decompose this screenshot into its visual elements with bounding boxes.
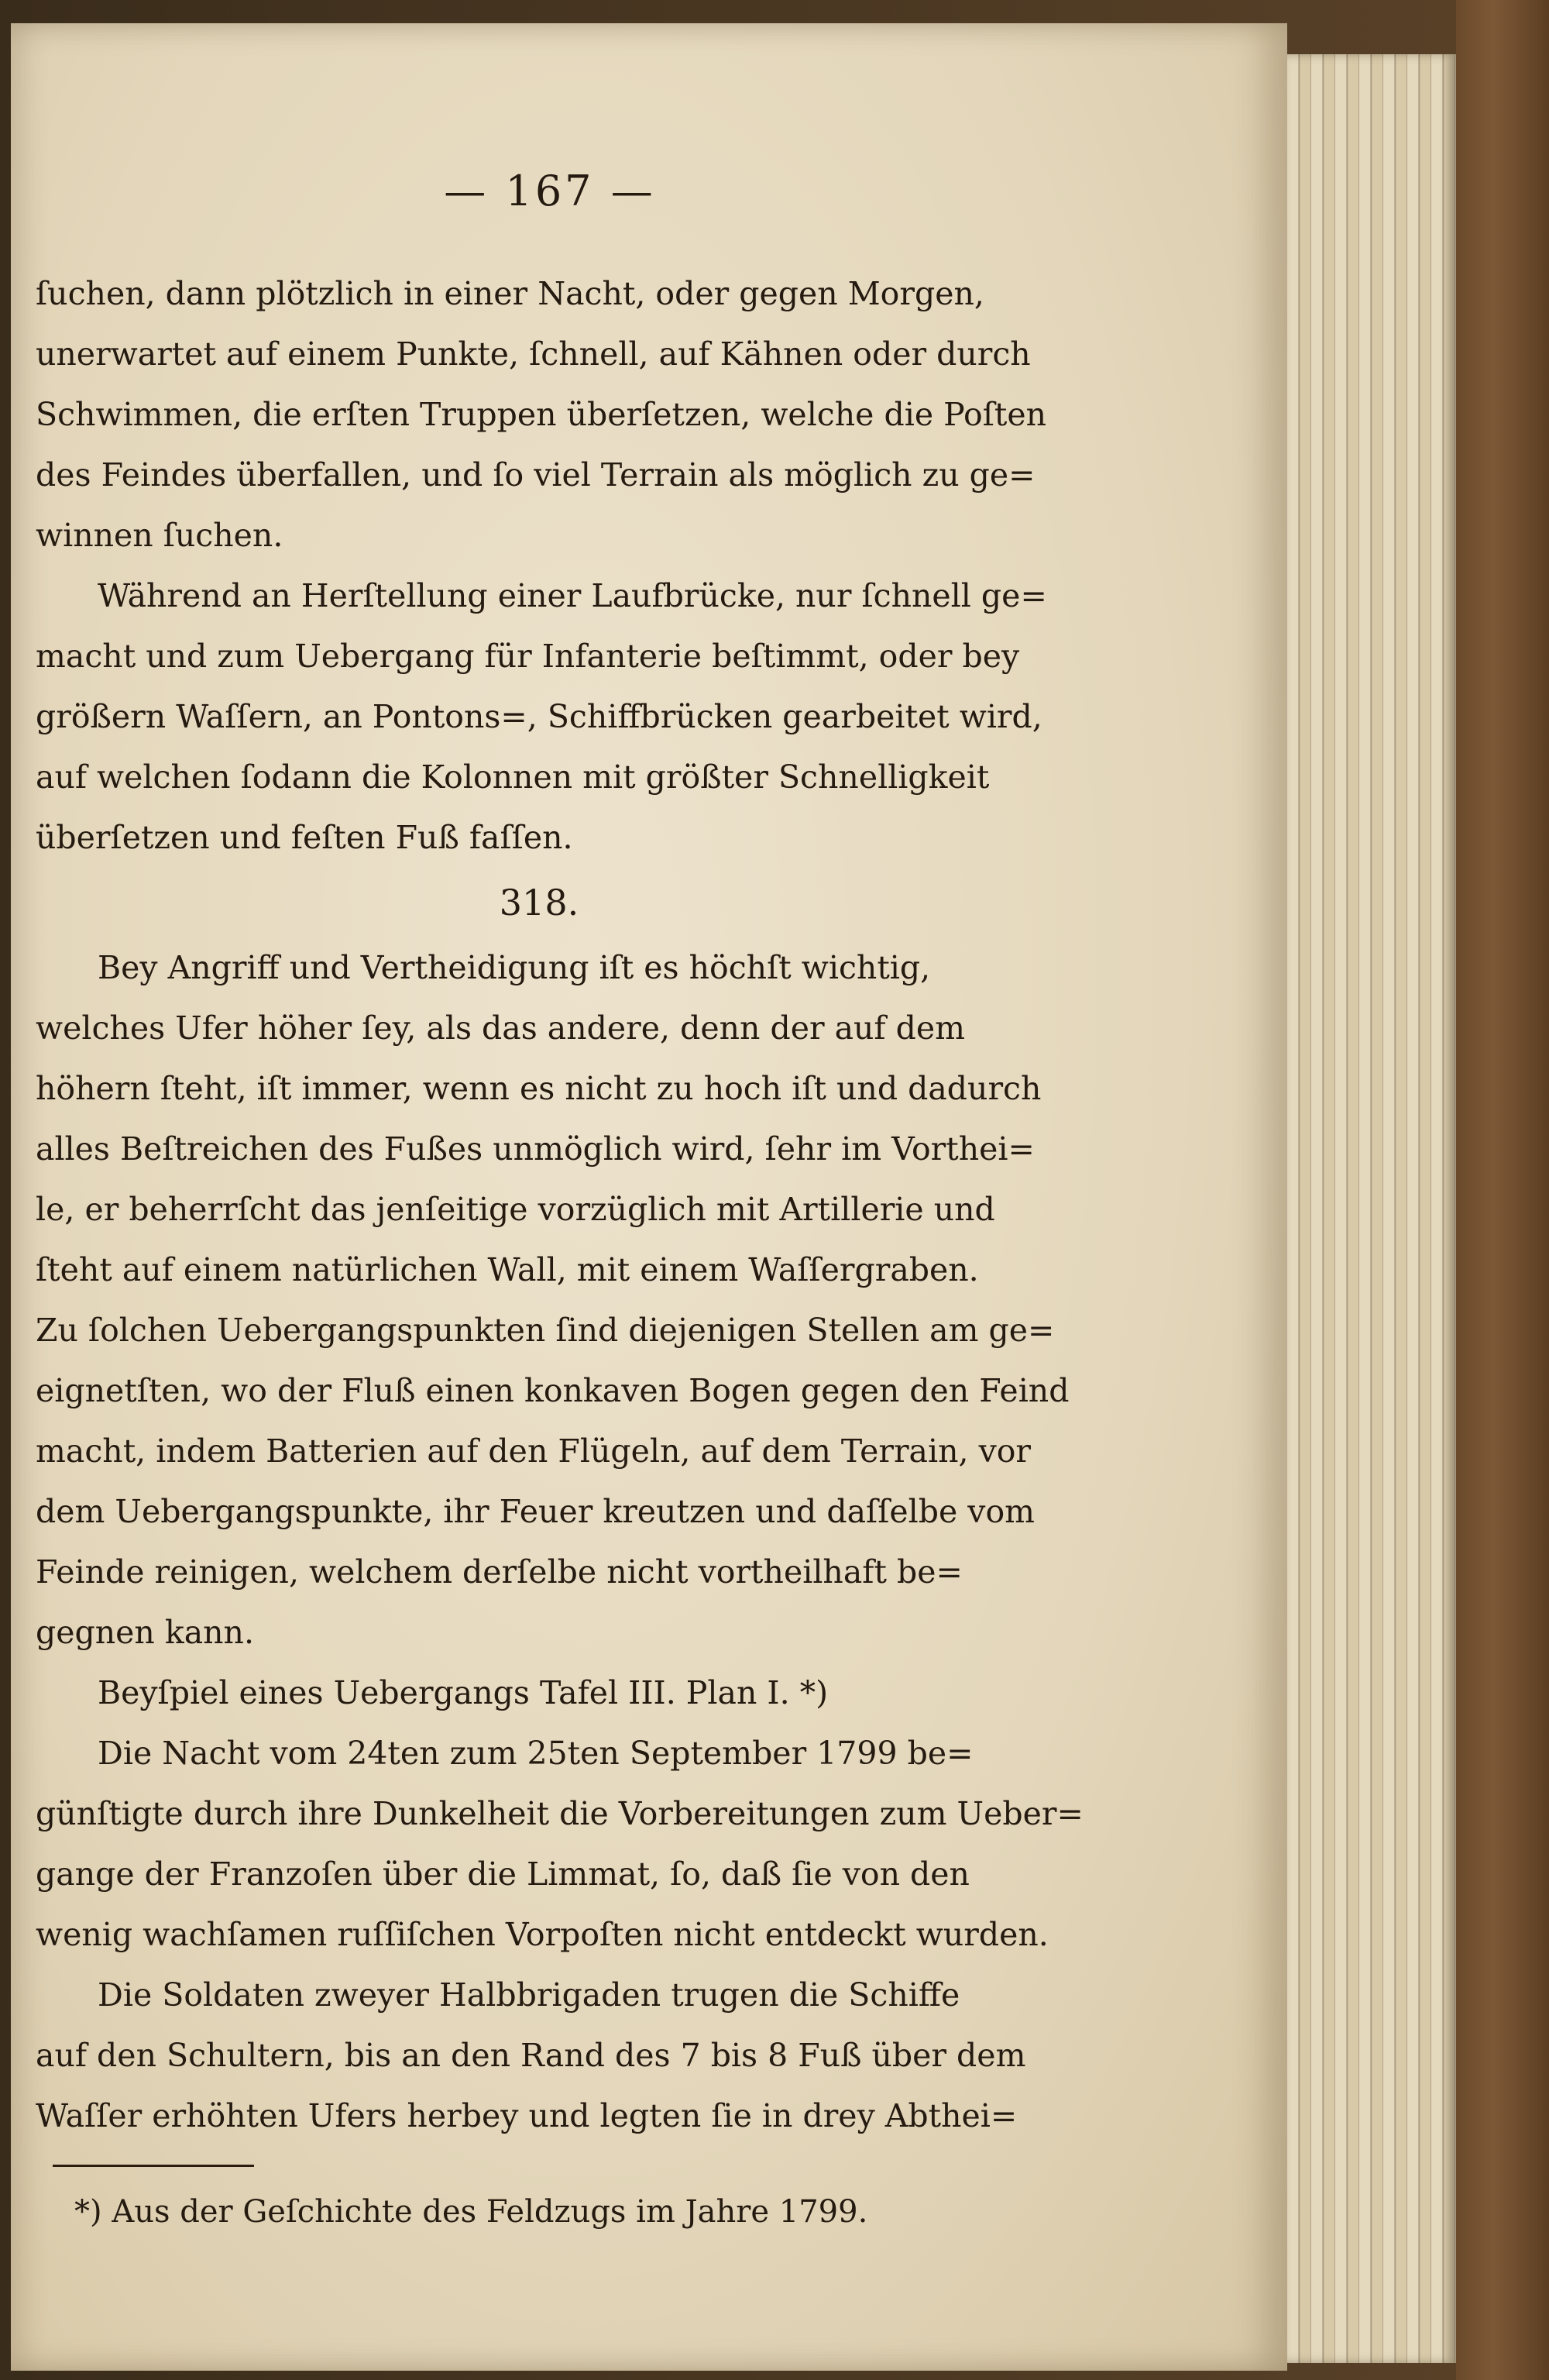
text-line: Schwimmen, die erſten Truppen überſetzen, welche die Poſten [36,396,1047,433]
text-line: Zu ſolchen Uebergangspunkten ſind diejenigen Stellen am ge= [36,1312,1055,1349]
section-number: 318. [499,882,579,923]
text-line: günſtigte durch ihre Dunkelheit die Vorbereitungen zum Ueber= [36,1795,1084,1832]
text-line: winnen ſuchen. [36,517,283,554]
text-line: le, er beherrſcht das jenſeitige vorzüglich mit Artillerie und [36,1191,995,1228]
text-line: ſuchen, dann plötzlich in einer Nacht, oder gegen Morgen, [36,275,984,312]
text-line: wenig wachſamen ruſſiſchen Vorpoſten nicht entdeckt wurden. [36,1916,1049,1953]
page-edges [1287,54,1456,2363]
text-line: Die Soldaten zweyer Halbbrigaden trugen die Schiffe [98,1976,960,2014]
text-line: gange der Franzoſen über die Limmat, ſo, daß ſie von den [36,1856,970,1893]
paragraph-5 [36,1965,1089,2146]
text-line: Waſſer erhöhten Ufers herbey und legten ſie in drey Abthei= [36,2097,1018,2134]
text-line: gegnen kann. [36,1614,254,1651]
text-line: Feinde reinigen, welchem derſelbe nicht vortheilhaft be= [36,1553,963,1591]
text-line: größern Waſſern, an Pontons=, Schiffbrücken gearbeitet wird, [36,698,1042,735]
text-line: macht, indem Batterien auf den Flügeln, auf dem Terrain, vor [36,1432,1032,1470]
text-line: ſteht auf einem natürlichen Wall, mit einem Waſſergraben. [36,1251,979,1288]
text-line: auf den Schultern, bis an den Rand des 7 bis 8 Fuß über dem [36,2037,1026,2074]
text-line: höhern ſteht, iſt immer, wenn es nicht zu hoch iſt und dadurch [36,1070,1042,1107]
page-body [36,155,1089,2235]
text-line: eignetſten, wo der Fluß einen konkaven Bogen gegen den Feind [36,1372,1070,1409]
text-line: überſetzen und feſten Fuß faſſen. [36,819,573,856]
text-line: Während an Herſtellung einer Laufbrücke, nur ſchnell ge= [98,577,1047,614]
paragraph-4 [36,1723,1089,1965]
paragraph-1 [36,263,1089,566]
footnote: *) Aus der Geſchichte des Feldzugs im Jahre 1799. [74,2194,868,2230]
paragraph-3 [36,937,1089,1663]
text-line: auf welchen ſodann die Kolonnen mit größter Schnelligkeit [36,758,990,796]
text-line: macht und zum Uebergang für Infanterie beſtimmt, oder bey [36,638,1020,675]
book-cover-edge [1456,0,1549,2380]
text-line: des Feindes überfallen, und ſo viel Terrain als möglich zu ge= [36,456,1036,494]
text-line: Die Nacht vom 24ten zum 25ten September 1799 be= [98,1735,974,1772]
paragraph-2 [36,566,1089,868]
text-line: alles Beſtreichen des Fußes unmöglich wird, ſehr im Vorthei= [36,1130,1035,1168]
text-line: dem Uebergangspunkte, ihr Feuer kreutzen und daſſelbe vom [36,1493,1036,1530]
footnote-divider [53,2165,254,2167]
example-heading: Beyſpiel eines Uebergangs Tafel III. Plan I. *) [98,1674,829,1711]
text-line: welches Ufer höher ſey, als das andere, denn der auf dem [36,1009,966,1047]
page-number-header: — 167 — [444,167,656,215]
text-line: unerwartet auf einem Punkte, ſchnell, auf Kähnen oder durch [36,335,1031,373]
text-line: Bey Angriff und Vertheidigung iſt es höchſt wichtig, [98,949,931,986]
